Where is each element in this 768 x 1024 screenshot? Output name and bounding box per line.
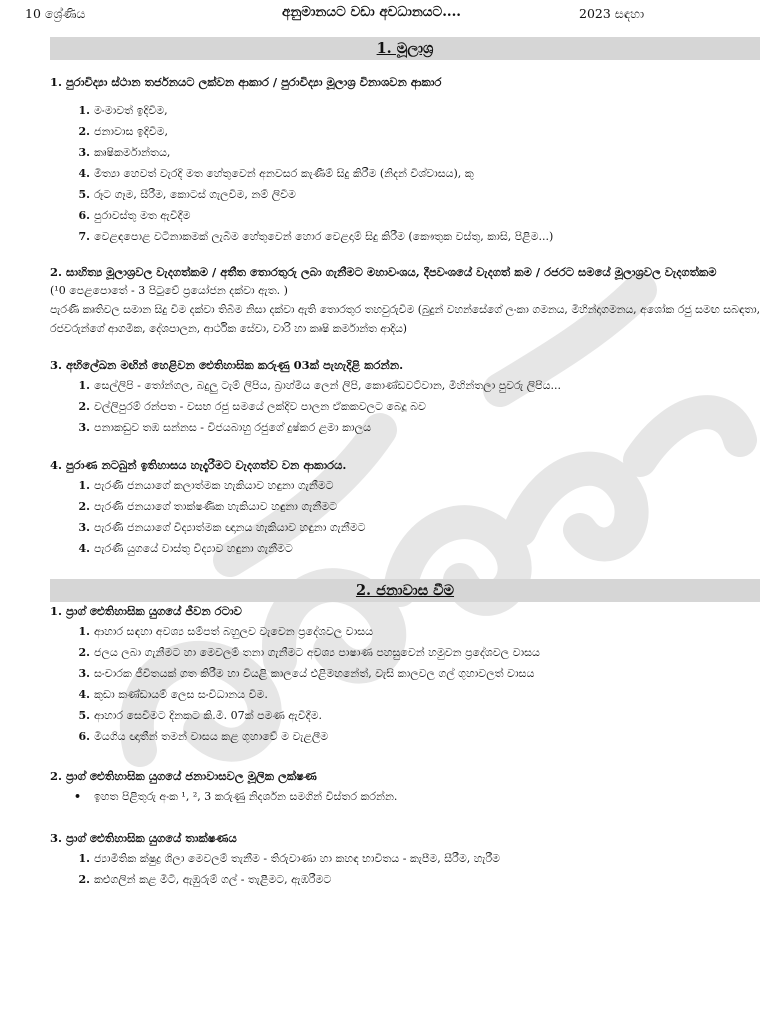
list-item: 1. මංමාවත් ඉදිවීම, bbox=[78, 104, 168, 117]
section-2-title-bar bbox=[50, 579, 760, 602]
list-item: 1. පැරණි ජනයාගේ කලාත්මක හැකියාව හඳුනා ගැනීමට bbox=[78, 479, 334, 492]
list-item: 7. වෙළඳපොළ වටිනාකමක් ලැබීම හේතුවෙන් හොර වෙළදාම් සිදු කිරීම (කෞතුක වස්තු, කාසි, පිළිම...) bbox=[78, 230, 554, 243]
list-item: 4. පැරණි යුගයේ වාස්තු විද්‍යාව හඳුනා ගැනීමට bbox=[78, 542, 293, 555]
list-item: 4. මිත්‍යා හෙවත් වැරදි මත හේතුවෙන් අනවසර කැණීම් සිදු කිරීම (නිදන් විශ්වාසය), කු bbox=[78, 167, 474, 180]
list-item: 2. කළුගලින් කළ මිටි, ඇඹුරුම් ගල් - තැළීමට, ඇඹරීමට bbox=[78, 873, 332, 886]
list-item: 3. සංචාරක ජීවිතයක් ගත කිරීම හා වියළි කාලයේ එළිමහනේත්, වැසි කාලවල ගල් ගුහාවලත් වාසය bbox=[78, 667, 535, 680]
s2-q1-heading: 1. ප්‍රාග් ඓතිහාසික යුගයේ ජීවන රටාව bbox=[50, 604, 242, 618]
section-1-title-bar bbox=[50, 37, 760, 60]
list-item: 3. පැරණි ජනයාගේ විද්‍යාත්මක ඥානය හැකියාව හඳුනා ගැනීමට bbox=[78, 521, 366, 534]
list-item: 2. ජලය ලබා ගැනීමට හා මෙවලම් තනා ගැනීමට අවශ්‍ය පාෂාණ පහසුවෙන් හමුවන ප්‍රදේශවල වාසය bbox=[78, 646, 540, 659]
list-item: 6. මියගිය ඥාතීන් තමන් වාසය කළ ගුහාවේ ම වැළලීම bbox=[78, 730, 329, 743]
header-title: අනුමානයට වඩා අවධානයට.... bbox=[282, 4, 461, 20]
s2-q2-list bbox=[72, 786, 760, 807]
s1-q2-note: (¹0 පෙළපොතේ - 3 පිටුවේ ප්‍රයෝජන දක්වා ඇත. ) bbox=[50, 284, 288, 297]
list-item: 6. පුරාවස්තු මත ඇවිදීම bbox=[78, 209, 191, 222]
list-item: • ඉහත පිළිතුරු අංක ¹, ², 3 කරුණු නිදර්ශන සමගින් විස්තර කරන්න. bbox=[74, 790, 398, 803]
list-item: 3. කෘෂිකර්මාන්තය, bbox=[78, 146, 171, 159]
s1-q3-list bbox=[72, 375, 760, 438]
s1-q4-heading: 4. පුරාණ නටබුන් ඉතිහාසය හැදෑරීමට වැදගත්ව වන ආකාරය. bbox=[50, 458, 347, 472]
s1-q1-list bbox=[72, 100, 760, 247]
list-item: 1. ආහාර සඳහා අවශ්‍ය සම්පත් බහුලව වැවෙන ප්‍රදේශවල වාසය bbox=[78, 625, 374, 638]
list-item: 1. සෙල්ලිපි - තෝන්ගල, බදුලු ටැම් ලිපිය, බ්‍රාහ්මීය ලෙන් ලිපි, කොණ්ඩවට්වාන, මිහින්තලා පුවරු ලිපිය... bbox=[78, 379, 561, 392]
s2-q3-list bbox=[72, 848, 760, 890]
section-2-title: 2. ජනාවාස වීම bbox=[355, 582, 455, 599]
list-item: 2. වල්ලිපුරම් රන්පත - වසභ රජු සමයේ ලක්දිව පාලන ඒකකවලට බෙදූ බව bbox=[78, 400, 426, 413]
s2-q2-heading: 2. ප්‍රාග් ඓතිහාසික යුගයේ ජනාවාසවල මූලික ලක්ෂණ bbox=[50, 769, 317, 783]
year-label: 2023 සඳහා bbox=[579, 6, 645, 21]
s1-q2-heading: 2. සාහිත්‍ය මූලාශ්‍රවල වැදගත්කම / අතීත තොරතුරු ලබා ගැනීමට මහාවංශය, දීපවංශයේ වැදගත් කම / රජරට සමයේ මූලාශ්‍රවල වැදගත්කම bbox=[50, 265, 717, 279]
s1-q1-heading: 1. පුරාවිද්‍යා ස්ථාන තර්ජනයට ලක්වන ආකාර / පුරාවිද්‍යා මූලාශ්‍ර විනාශවන ආකාර bbox=[50, 75, 442, 89]
s1-q3-heading: 3. අභිලේඛන මඟින් හෙළිවන ඓතිහාසික කරුණු 03ක් පැහැදිළි කරන්න. bbox=[50, 358, 404, 372]
list-item: 5. රූට ගෑම, සීරීම, කොටස් ගැලවීම, නම් ලිවීම bbox=[78, 188, 296, 201]
section-1-title: 1. මූලාශ්‍ර bbox=[376, 40, 434, 57]
list-item: 4. කුඩා කණ්ඩායම් ලෙස සංවිධානය වීම. bbox=[78, 688, 268, 701]
s1-q2-text: පැරණි කෘතිවල සමාන සිදු වීම දක්වා තිබීම නිසා දක්වා ඇති තොරතුර තහවුරුවීම (බුදුන් වහන්සේගේ ලංකා ගමනය, මිහින්දාගමනය, අශෝක රජු සමඟ සබඳතා, රජවරුන්ගේ ආගමික, දේශපාලන, ආර්ථික සේවා, වාරි හා කෘෂි කර්මාන්ත ආදිය) bbox=[50, 303, 760, 335]
grade-label: 10 ශ්‍රේණිය bbox=[25, 6, 86, 21]
list-item: 1. ජ්‍යාමිතික ක්ෂුද්‍ර ශිලා මෙවලම් තැනීම - තිරුවාණා හා කහඳ භාවිතය - කැපීම, සීරීම, හැරීම bbox=[78, 852, 501, 865]
list-item: 2. ජනාවාස ඉදිවීම, bbox=[78, 125, 169, 138]
list-item: 2. පැරණි ජනයාගේ තාක්ෂණික හැකියාව හඳුනා ගැනීමට bbox=[78, 500, 338, 513]
s2-q3-heading: 3. ප්‍රාග් ඓතිහාසික යුගයේ තාක්ෂණය bbox=[50, 831, 237, 845]
s2-q1-list bbox=[72, 621, 760, 747]
list-item: 5. ආහාර සෙවීමට දිනකට කි.මී. 07ක් පමණ ඇවිදීම. bbox=[78, 709, 323, 722]
list-item: 3. පනාකඩුව තඹ සන්නස - විජයබාහු රජුගේ දුෂ්කර ළමා කාලය bbox=[78, 421, 371, 434]
s1-q4-list bbox=[72, 475, 760, 559]
